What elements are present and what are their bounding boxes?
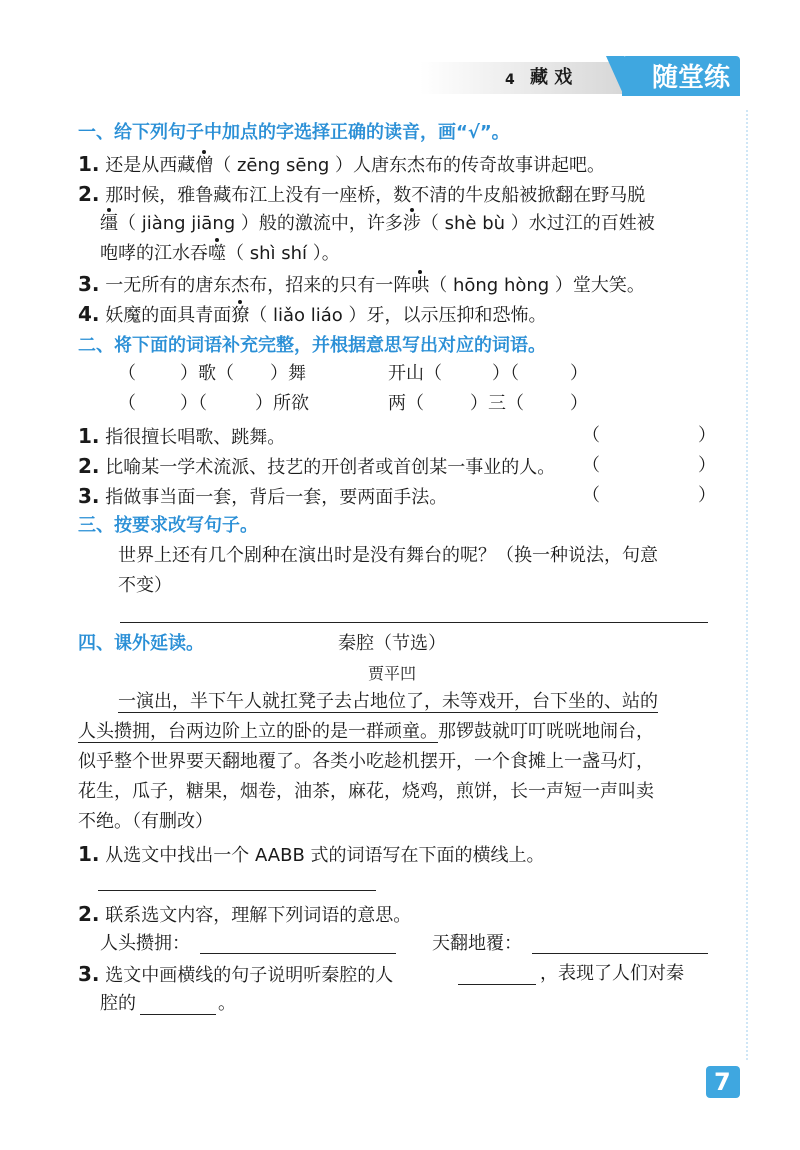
header-bar — [420, 62, 630, 94]
s2-row2-b1: 两（ — [388, 393, 424, 414]
s1-q1-text-b: （ zēng sēng ）人唐东杰布的传奇故事讲起吧。 — [213, 155, 606, 176]
s2-q3-answer-close: ） — [698, 485, 716, 506]
s4-q3-text-b: ，表现了人们对秦 — [540, 963, 684, 984]
s2-row1-a3: ）舞 — [270, 363, 306, 384]
passage-author: 贾平凹 — [368, 664, 417, 683]
s1-q4 — [78, 302, 547, 328]
s2-q3 — [78, 484, 447, 510]
s2-q2-answer-open[interactable]: （ — [582, 455, 600, 476]
s4-q2-term-b: 天翻地覆： — [432, 933, 522, 954]
s4-q2-answer-b[interactable] — [532, 953, 708, 954]
s4-q3-text-c: 腔的 — [100, 993, 136, 1014]
passage-line3: 似乎整个世界要天翻地覆了。各类小吃趁机摆开，一个食摊上一盏马灯， — [78, 751, 654, 772]
s3-instruction-line1: 世界上还有几个剧种在演出时是没有舞台的呢？（换一种说法，句意 — [118, 545, 658, 566]
page-number: 7 — [714, 1068, 731, 1096]
s1-q1-text-a: 还是从西藏 — [105, 155, 196, 176]
s1-q2-line2 — [100, 212, 655, 236]
s1-q1-dotted-char: 僧 — [195, 155, 214, 176]
s2-q3-answer-open[interactable]: （ — [582, 485, 600, 506]
page-edge-dots — [746, 110, 748, 1060]
s1-q4-text-a: 妖魔的面具青面 — [105, 305, 232, 326]
s4-q1-text: 从选文中找出一个 AABB 式的词语写在下面的横线上。 — [105, 845, 545, 866]
s4-q2-answer-a[interactable] — [200, 953, 396, 954]
s2-q2 — [78, 454, 555, 480]
s1-q3-num: 3. — [78, 272, 100, 296]
s4-q3-answer-1[interactable] — [458, 984, 536, 985]
passage-underlined-1: 一演出，半下午人就扛凳子去占地位了，未等戏开，台下坐的、站的 — [118, 691, 658, 712]
s2-title: 二、将下面的词语补充完整，并根据意思写出对应的词语。 — [78, 335, 546, 356]
s3-answer-line[interactable] — [120, 622, 708, 623]
s4-q3-answer-2[interactable] — [140, 1014, 216, 1015]
passage-line5: 不绝。（有删改） — [78, 811, 213, 832]
passage-line4: 花生，瓜子，糖果，烟卷，油茶，麻花，烧鸡，煎饼，长一声短一声叫卖 — [78, 781, 654, 802]
s1-q3 — [78, 272, 645, 298]
s4-q2-term-a: 人头攒拥： — [100, 933, 190, 954]
s2-row2-a2: ）（ — [180, 393, 207, 414]
s2-q2-text: 比喻某一学术流派、技艺的开创者或首创某一事业的人。 — [105, 457, 556, 478]
s1-q4-dotted-char: 獠 — [231, 305, 250, 326]
s1-q2-text-d: 咆哮的江水吞 — [100, 243, 208, 264]
s2-q1-answer-close: ） — [698, 425, 716, 446]
s4-q2 — [78, 902, 411, 928]
s4-q2-text: 联系选文内容，理解下列词语的意思。 — [105, 905, 412, 926]
s4-q3-num: 3. — [78, 962, 100, 986]
s1-q1-num: 1. — [78, 152, 100, 176]
s1-q2-text-b: （ jiàng jiāng ）般的激流中，许多 — [118, 213, 403, 234]
passage-line2 — [78, 720, 654, 744]
lesson-title: 藏 戏 — [530, 67, 573, 88]
s2-q2-answer-close: ） — [698, 455, 716, 476]
s2-q2-num: 2. — [78, 454, 100, 478]
s1-q3-text-b: （ hōng hòng ）堂大笑。 — [429, 275, 645, 296]
s1-q2-text-c: （ shè bù ）水过江的百姓被 — [420, 213, 655, 234]
s1-q2-num: 2. — [78, 182, 100, 206]
s1-q3-text-a: 一无所有的唐东杰布，招来的只有一阵 — [105, 275, 412, 296]
s3-instruction-line2: 不变） — [118, 575, 172, 596]
s4-q2-num: 2. — [78, 902, 100, 926]
s1-q2-dotted-char-1: 缰 — [100, 213, 118, 234]
s1-q2-line3 — [100, 242, 340, 266]
s2-row2-b2: ）三（ — [470, 393, 524, 414]
s4-q1 — [78, 842, 545, 868]
s4-q3-text-d: 。 — [218, 993, 236, 1014]
s2-row2-a3: ）所欲 — [255, 393, 309, 414]
s2-row2-a1: （ — [118, 393, 136, 414]
s2-row1-a1: （ — [118, 363, 136, 384]
s2-row1-b1: 开山（ — [388, 363, 442, 384]
s1-q2-dotted-char-3: 噬 — [208, 243, 226, 264]
s1-q2-line1 — [78, 182, 645, 208]
s1-q4-num: 4. — [78, 302, 100, 326]
s1-q3-dotted-char: 哄 — [411, 275, 430, 296]
s4-q3-line1 — [78, 962, 393, 988]
s2-q1 — [78, 424, 285, 450]
s1-title: 一、给下列句子中加点的字选择正确的读音，画“√”。 — [78, 122, 510, 143]
s1-q2-text-a: 那时候，雅鲁藏布江上没有一座桥，数不清的牛皮船被掀翻在野马脱 — [105, 185, 646, 206]
passage-title: 秦腔（节选） — [338, 633, 446, 654]
s2-q1-text: 指很擅长唱歌、跳舞。 — [105, 427, 286, 448]
passage-underlined-2: 人头攒拥，台两边阶上立的卧的是一群顽童。 — [78, 721, 438, 742]
s1-q2-text-e: （ shì shí ）。 — [226, 243, 340, 264]
lesson-number: 4 — [505, 72, 515, 88]
header-tab-notch — [606, 56, 624, 96]
s2-row1-b3: ） — [570, 363, 588, 384]
s4-title: 四、课外延读。 — [78, 633, 204, 654]
s1-q2-dotted-char-2: 涉 — [402, 213, 421, 234]
s4-q1-answer-line[interactable] — [98, 890, 376, 891]
tab-label: 随堂练 — [652, 63, 731, 93]
s4-q1-num: 1. — [78, 842, 100, 866]
s1-q4-text-b: （ liǎo liáo ）牙，以示压抑和恐怖。 — [249, 305, 547, 326]
s1-q1 — [78, 152, 605, 178]
s2-q3-text: 指做事当面一套，背后一套，要两面手法。 — [105, 487, 448, 508]
s2-q1-num: 1. — [78, 424, 100, 448]
s2-row1-a2: ）歌（ — [180, 363, 234, 384]
s4-q3-text-a: 选文中画横线的句子说明听秦腔的人 — [105, 965, 394, 986]
s2-q3-num: 3. — [78, 484, 100, 508]
passage-line2-rest: 那锣鼓就叮叮咣咣地闹台， — [438, 721, 654, 742]
s2-q1-answer-open[interactable]: （ — [582, 425, 600, 446]
s2-row1-b2: ）（ — [492, 363, 519, 384]
passage-line1 — [118, 690, 658, 714]
s3-title: 三、按要求改写句子。 — [78, 515, 258, 536]
s2-row2-b3: ） — [570, 393, 588, 414]
